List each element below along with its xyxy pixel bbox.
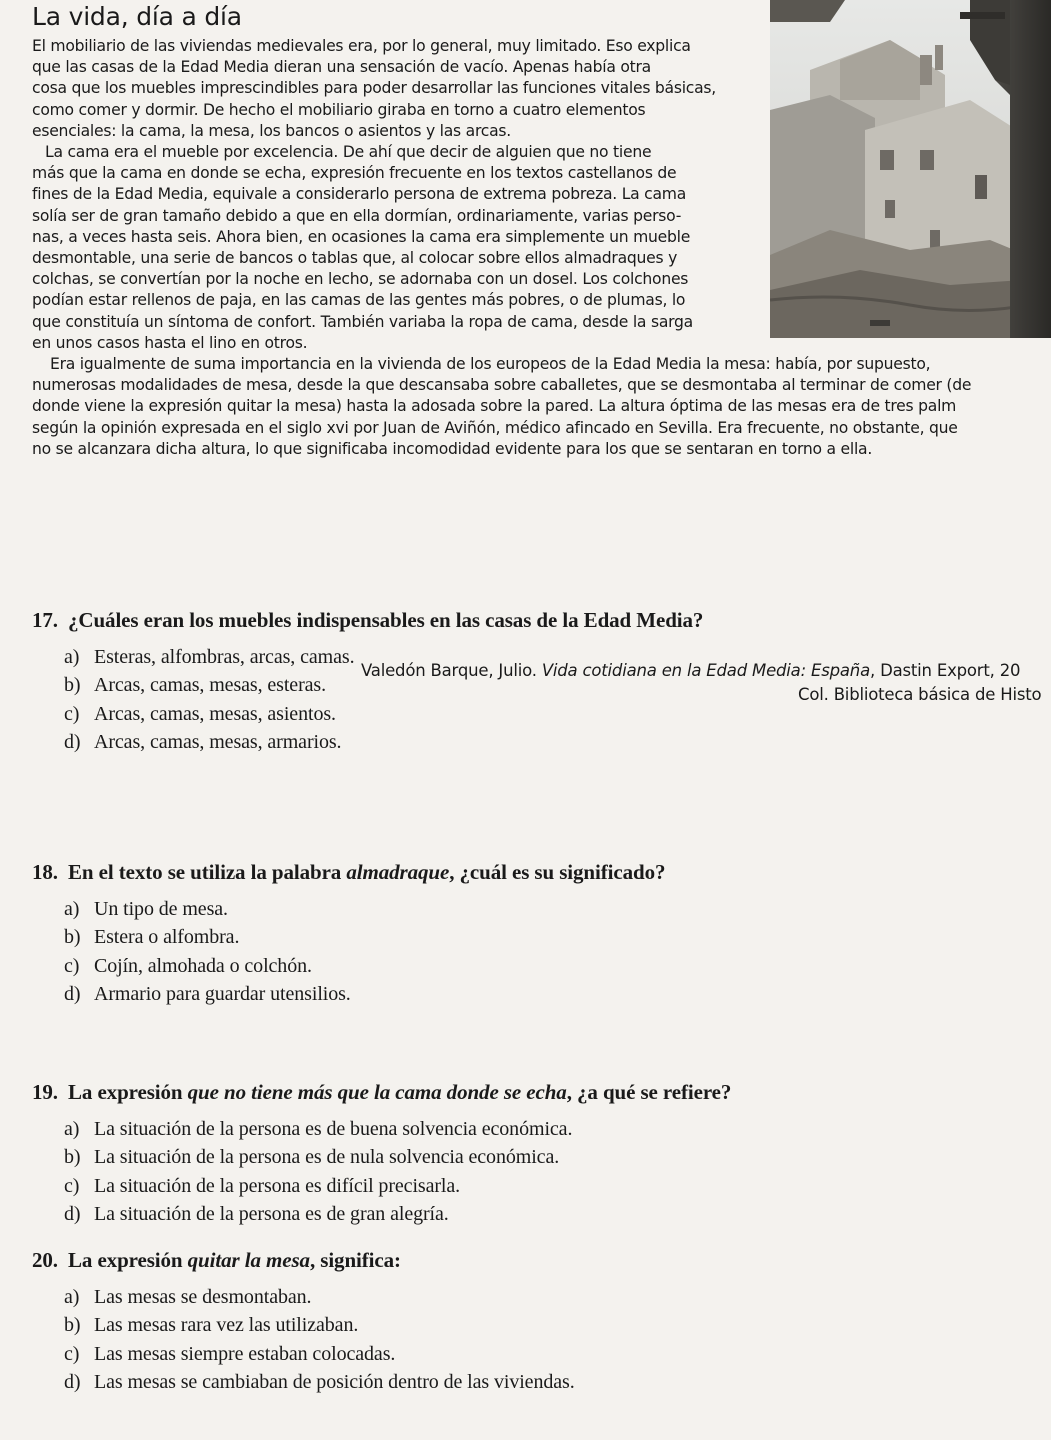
option-text: Las mesas se desmontaban. [94, 1286, 312, 1308]
answer-option[interactable] [64, 1343, 395, 1366]
option-label: d) [64, 731, 81, 753]
answer-option[interactable] [64, 926, 239, 949]
passage-line: más que la cama en donde se echa, expresión frecuente en los textos castellanos de [32, 164, 677, 182]
answer-option[interactable] [64, 1286, 311, 1309]
source-work: Vida cotidiana en la Edad Media: España [541, 661, 870, 680]
passage-line: como comer y dormir. De hecho el mobiliario giraba en torno a cuatro elementos [32, 101, 646, 119]
reading-title: La vida, día a día [32, 2, 242, 31]
answer-option[interactable] [64, 1118, 572, 1141]
option-label: c) [64, 955, 80, 977]
option-text: La situación de la persona es de buena solvencia económica. [94, 1118, 573, 1140]
source-author: Valedón Barque, Julio. [361, 661, 542, 680]
option-text: Arcas, camas, mesas, armarios. [94, 731, 342, 753]
option-label: c) [64, 1175, 80, 1197]
option-label: c) [64, 703, 80, 725]
passage-line: no se alcanzara dicha altura, lo que significaba incomodidad evidente para los que se sentaran en torno a ella. [32, 440, 873, 458]
medieval-town-photo [770, 0, 1051, 338]
passage-line: nas, a veces hasta seis. Ahora bien, en ocasiones la cama era simplemente un mueble [32, 228, 691, 246]
question-text-end: , ¿cuál es su significado? [449, 860, 666, 884]
passage-line: que las casas de la Edad Media dieran una sensación de vacío. Apenas había otra [32, 58, 651, 76]
answer-option[interactable] [64, 1175, 460, 1198]
passage-line: podían estar rellenos de paja, en las camas de las gentes más pobres, o de plumas, lo [32, 291, 686, 309]
question-text: La expresión [68, 1080, 188, 1104]
answer-option[interactable] [64, 646, 354, 669]
question-text: La expresión [68, 1248, 188, 1272]
source-collection: Col. Biblioteca básica de Histo [798, 685, 1042, 704]
answer-option[interactable] [64, 983, 351, 1006]
option-label: b) [64, 1146, 81, 1168]
passage-line: que constituía un síntoma de confort. También variaba la ropa de cama, desde la sarga [32, 313, 693, 331]
option-text: Un tipo de mesa. [94, 898, 228, 920]
option-label: b) [64, 926, 81, 948]
question-20 [32, 1248, 401, 1273]
question-number: 17. [32, 608, 58, 632]
passage-line: donde viene la expresión quitar la mesa) hasta la adosada sobre la pared. La altura óptima de las mesas era de tres palm [32, 397, 957, 415]
answer-option[interactable] [64, 955, 312, 978]
answer-option[interactable] [64, 1146, 559, 1169]
option-label: a) [64, 646, 80, 668]
option-text: Armario para guardar utensilios. [94, 983, 351, 1005]
option-label: a) [64, 1118, 80, 1140]
option-label: b) [64, 1314, 81, 1336]
option-text: La situación de la persona es de gran alegría. [94, 1203, 449, 1225]
source-citation [361, 660, 1051, 682]
passage-line: solía ser de gran tamaño debido a que en ella dormían, ordinariamente, varias perso- [32, 207, 682, 225]
question-18 [32, 860, 665, 885]
answer-option[interactable] [64, 898, 228, 921]
question-number: 19. [32, 1080, 58, 1104]
answer-option[interactable] [64, 674, 326, 697]
option-label: a) [64, 1286, 80, 1308]
answer-option[interactable] [64, 703, 336, 726]
passage-line: El mobiliario de las viviendas medievales era, por lo general, muy limitado. Eso explica [32, 37, 691, 55]
option-label: d) [64, 1203, 81, 1225]
answer-option[interactable] [64, 1371, 575, 1394]
passage-line: según la opinión expresada en el siglo xvi por Juan de Aviñón, médico afincado en Sevilla. Era frecuente, no obstante, que [32, 419, 958, 437]
question-text: ¿Cuáles eran los muebles indispensables en las casas de la Edad Media? [68, 608, 704, 632]
question-number: 20. [32, 1248, 58, 1272]
passage-line: numerosas modalidades de mesa, desde la que descansaba sobre caballetes, que se desmontaba al terminar de comer (de [32, 376, 972, 394]
question-text-end: , significa: [309, 1248, 401, 1272]
passage-line: esenciales: la cama, la mesa, los bancos o asientos y las arcas. [32, 122, 511, 140]
option-text: Las mesas rara vez las utilizaban. [94, 1314, 359, 1336]
option-text: Las mesas se cambiaban de posición dentro de las viviendas. [94, 1371, 575, 1393]
passage-line: La cama era el mueble por excelencia. De ahí que decir de alguien que no tiene [45, 143, 652, 161]
option-text: Estera o alfombra. [94, 926, 240, 948]
question-number: 18. [32, 860, 58, 884]
option-text: Cojín, almohada o colchón. [94, 955, 312, 977]
option-text: Las mesas siempre estaban colocadas. [94, 1343, 396, 1365]
option-text: La situación de la persona es de nula solvencia económica. [94, 1146, 560, 1168]
question-italic-text: que no tiene más que la cama donde se echa [187, 1080, 567, 1104]
question-italic-text: quitar la mesa [187, 1248, 310, 1272]
option-text: Arcas, camas, mesas, asientos. [94, 703, 336, 725]
passage-line: fines de la Edad Media, equivale a considerarlo persona de extrema pobreza. La cama [32, 185, 687, 203]
option-label: b) [64, 674, 81, 696]
question-text-end: , ¿a qué se refiere? [566, 1080, 732, 1104]
option-text: La situación de la persona es difícil precisarla. [94, 1175, 461, 1197]
option-text: Esteras, alfombras, arcas, camas. [94, 646, 355, 668]
passage-line: cosa que los muebles imprescindibles para poder desarrollar las funciones vitales básicas, [32, 79, 717, 97]
answer-option[interactable] [64, 731, 341, 754]
photo-illustration [770, 0, 1051, 338]
passage-line: colchas, se convertían por la noche en lecho, se adornaba con un dosel. Los colchones [32, 270, 689, 288]
option-text: Arcas, camas, mesas, esteras. [94, 674, 327, 696]
source-rest: , Dastin Export, 20 [869, 661, 1021, 680]
question-text: En el texto se utiliza la palabra [68, 860, 347, 884]
passage-line: en unos casos hasta el lino en otros. [32, 334, 308, 352]
option-label: a) [64, 898, 80, 920]
answer-option[interactable] [64, 1203, 449, 1226]
answer-option[interactable] [64, 1314, 358, 1337]
option-label: d) [64, 1371, 81, 1393]
passage-line: desmontable, una serie de bancos o tablas que, al colocar sobre ellos almadraques y [32, 249, 678, 267]
question-19 [32, 1080, 731, 1105]
passage-line: Era igualmente de suma importancia en la vivienda de los europeos de la Edad Media la mesa: había, por supuesto, [50, 355, 931, 373]
option-label: d) [64, 983, 81, 1005]
question-italic-text: almadraque [346, 860, 450, 884]
question-17 [32, 608, 703, 633]
option-label: c) [64, 1343, 80, 1365]
